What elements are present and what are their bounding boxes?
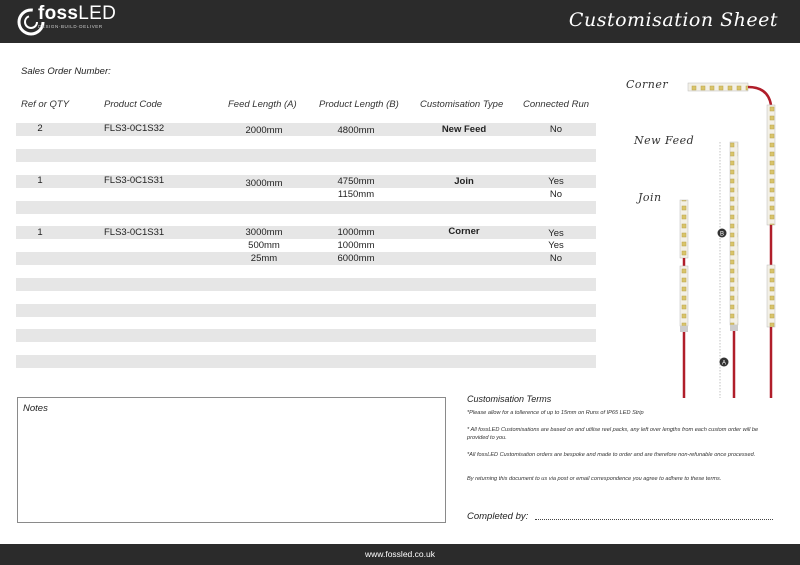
table-row (16, 278, 596, 291)
term-item: *All fossLED Customisation orders are bespoke and made to order and are therefore non-refunable once processed. (467, 452, 756, 458)
ref-qty: 2 (37, 123, 43, 134)
brand-name: fossLED (38, 3, 117, 24)
term-item: By returning this document to us via post or email correspondence you agree to adhere to these terms. (467, 476, 722, 482)
product-length: 4750mm (337, 176, 375, 187)
completed-by-signature-line[interactable] (535, 519, 773, 520)
feed-length: 2000mm (245, 125, 283, 136)
corner-horizontal-strip (688, 83, 748, 91)
column-header-product-code: Product Code (104, 99, 163, 110)
corner-vertical-strip (767, 105, 775, 225)
table-row (16, 149, 596, 162)
customisation-type: Corner (448, 226, 480, 237)
footer-bar (0, 544, 800, 565)
sales-order-label: Sales Order Number: (21, 66, 111, 77)
new-feed-label: New Feed (634, 134, 695, 147)
feed-length: 3000mm (245, 227, 283, 238)
header-bar (0, 0, 800, 43)
notes-label: Notes (23, 403, 48, 414)
product-length: 1000mm (337, 227, 375, 238)
marker-a: A (721, 360, 727, 367)
product-length: 4800mm (337, 125, 375, 136)
column-header-product-length: Product Length (B) (319, 99, 399, 110)
connected-run: Yes (548, 240, 564, 251)
led-strip-illustration (600, 60, 800, 400)
customisation-type: New Feed (441, 124, 487, 135)
join-lower-strip (680, 266, 688, 326)
corner-label: Corner (626, 78, 669, 91)
term-item: * All fossLED Customisations are based on and utilise reel packs, any left over lengths from each custom order will be provided to you. (467, 427, 759, 441)
join-label: Join (638, 191, 662, 204)
page-title: Customisation Sheet (568, 9, 778, 31)
connected-run: No (549, 253, 563, 264)
table-row (16, 355, 596, 368)
completed-by-label: Completed by: (467, 511, 529, 522)
customisation-type: Join (454, 176, 474, 187)
corner-lower-strip (767, 265, 775, 327)
feed-length: 25mm (250, 253, 278, 264)
column-header-ref: Ref or QTY (21, 99, 70, 110)
feed-length: 500mm (248, 240, 280, 251)
product-code: FLS3-0C1S31 (104, 175, 165, 186)
join-upper-strip (680, 200, 688, 258)
connected-run: No (549, 124, 563, 135)
connected-run: No (549, 189, 563, 200)
product-length: 6000mm (337, 253, 375, 264)
connected-run: Yes (548, 228, 564, 239)
table-row (16, 329, 596, 342)
connected-run: Yes (548, 176, 564, 187)
notes-box[interactable] (17, 397, 446, 523)
ref-qty: 1 (37, 175, 43, 186)
footer-url[interactable]: www.fossled.co.uk (365, 549, 435, 559)
table-row (16, 252, 596, 265)
column-header-connected-run: Connected Run (523, 99, 590, 110)
table-row (16, 304, 596, 317)
column-header-customisation-type: Customisation Type (420, 99, 504, 110)
new-feed-strip (730, 142, 738, 325)
product-code: FLS3-0C1S31 (104, 227, 165, 238)
table-row (16, 201, 596, 214)
column-header-feed-length: Feed Length (A) (228, 99, 297, 110)
corner-cable (748, 87, 771, 105)
ref-qty: 1 (37, 227, 43, 238)
product-length: 1000mm (337, 240, 375, 251)
feed-length: 3000mm (245, 178, 283, 189)
marker-b: B (719, 231, 725, 238)
terms-title: Customisation Terms (467, 394, 552, 404)
product-length: 1150mm (337, 189, 375, 200)
product-code: FLS3-0C1S32 (104, 123, 165, 134)
term-item: *Please allow for a tollerence of up to 15mm on Runs of IP65 LED Strip (467, 410, 644, 416)
brand-tagline: DESIGN·BUILD·DELIVER (38, 24, 103, 29)
